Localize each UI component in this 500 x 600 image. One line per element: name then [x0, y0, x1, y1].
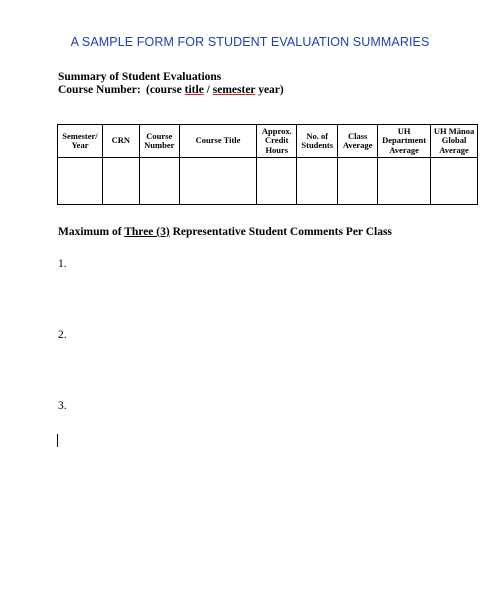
table-header-text: Global [441, 135, 467, 146]
table-cell[interactable] [179, 158, 257, 205]
table-header-text: Year [71, 140, 89, 150]
table-header-text: Number [144, 140, 175, 150]
summary-block [58, 71, 284, 97]
table-header-row [58, 125, 478, 158]
course-separator: / [203, 84, 213, 96]
evaluation-table [57, 124, 478, 205]
table-header-text: UH Mānoa [433, 125, 475, 136]
table-header-text: Department [382, 135, 427, 146]
table-header-text: Average [342, 140, 373, 150]
comments-prefix: Maximum of [58, 226, 125, 238]
course-semester-word: semester [212, 84, 256, 96]
table-cell[interactable] [257, 158, 297, 205]
comment-number-3: 3. [58, 400, 67, 412]
table-data-row [58, 158, 478, 205]
course-close-text: year) [255, 84, 284, 96]
table-header-cell [378, 125, 431, 158]
table-cell[interactable] [102, 158, 139, 205]
table-header-cell [431, 125, 478, 158]
table-header-text: Course [146, 130, 173, 141]
comment-number-2: 2. [58, 329, 67, 341]
table-header-text: No. of [306, 130, 329, 141]
table-header-text: Students [301, 140, 334, 150]
course-title-word: title [184, 84, 204, 96]
table-cell[interactable] [338, 158, 378, 205]
course-number-label: Course Number: [58, 84, 141, 96]
comments-suffix: Representative Student Comments Per Class [169, 226, 392, 238]
comments-count: Three (3) [124, 226, 170, 238]
table-header-text: Average [389, 144, 419, 155]
table-cell[interactable] [431, 158, 478, 205]
summary-heading: Summary of Student Evaluations [58, 71, 222, 83]
table-header-cell [139, 125, 179, 158]
table-header-text: Credit [265, 135, 289, 146]
table-cell[interactable] [297, 158, 338, 205]
table-header-cell [179, 125, 257, 158]
table-header-text: Hours [265, 144, 289, 155]
table-header-text: Course Title [195, 135, 241, 146]
table-cell[interactable] [58, 158, 103, 205]
course-number-line [58, 84, 284, 97]
table-cell[interactable] [139, 158, 179, 205]
table-header-text: UH [397, 125, 411, 136]
table-header-text: Semester/ [62, 130, 98, 141]
table-header-text: Approx. [261, 125, 292, 136]
table-header-cell [58, 125, 103, 158]
table-header-cell [338, 125, 378, 158]
table-cell[interactable] [378, 158, 431, 205]
course-open-text: (course [146, 84, 185, 96]
table-header-cell [257, 125, 297, 158]
text-cursor [57, 434, 58, 447]
table-header-text: Class [347, 130, 368, 141]
table-header-text: Average [439, 144, 469, 155]
table-header-cell [102, 125, 139, 158]
table-header-text: CRN [111, 135, 131, 146]
comment-number-1: 1. [58, 258, 67, 270]
comments-heading [58, 226, 392, 238]
table-header-cell [297, 125, 338, 158]
form-title: A SAMPLE FORM FOR STUDENT EVALUATION SUMMARIES [70, 35, 430, 49]
